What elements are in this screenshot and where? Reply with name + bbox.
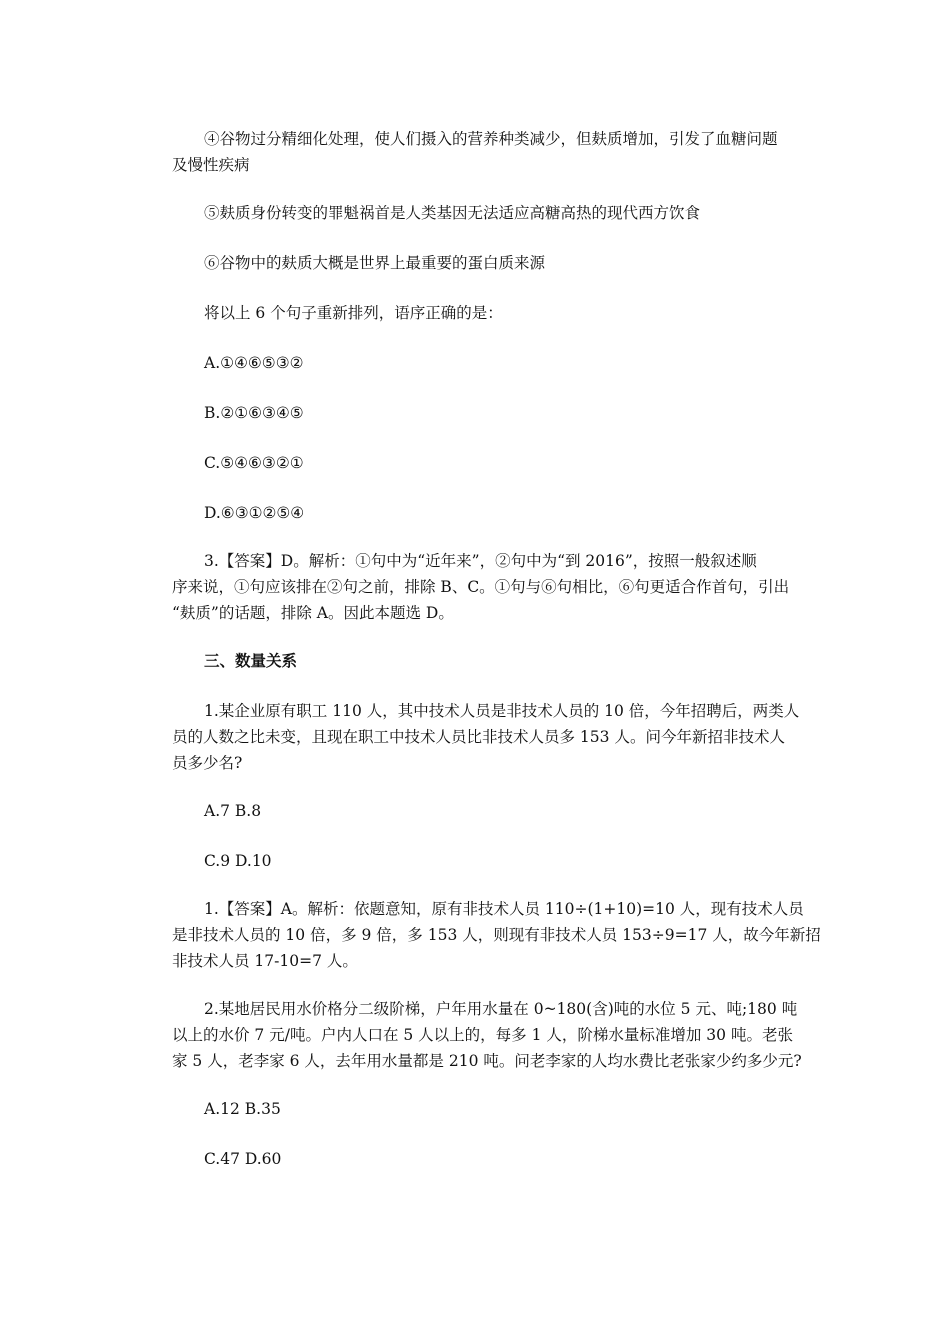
question-3-answer	[172, 548, 804, 626]
sentence-5-text: ⑤麸质身份转变的罪魁祸首是人类基因无法适应高糖高热的现代西方饮食	[204, 204, 701, 222]
quant-q1-options-cd	[172, 848, 804, 874]
quant-question-1	[172, 698, 804, 776]
sentence-4-line-2: 及慢性疾病	[172, 156, 250, 174]
quant-q1-options-ab	[172, 798, 804, 824]
quant-q1-options-cd-text: C.9 D.10	[204, 852, 272, 870]
quant-q2-line-2: 以上的水价 7 元/吨。户内人口在 5 人以上的，每多 1 人，阶梯水量标准增加 30 吨。老张	[172, 1026, 793, 1044]
quant-q2-options-cd-text: C.47 D.60	[204, 1150, 282, 1168]
quant-q2-line-3: 家 5 人，老李家 6 人，去年用水量都是 210 吨。问老李家的人均水费比老张家少约多少元?	[172, 1052, 802, 1070]
quant-a1-line-3: 非技术人员 17-10=7 人。	[172, 952, 358, 970]
quant-q2-line-1: 2.某地居民用水价格分二级阶梯，户年用水量在 0~180(含)吨的水位 5 元、吨;180 吨	[204, 1000, 798, 1018]
question-3-option-d	[172, 500, 804, 526]
answer-3-line-2: 序来说，①句应该排在②句之前，排除 B、C。①句与⑥句相比，⑥句更适合作首句，引出	[172, 578, 790, 596]
quant-q1-options-ab-text: A.7 B.8	[204, 802, 262, 820]
question-3-option-b	[172, 400, 804, 426]
question-3-prompt	[172, 300, 804, 326]
quant-q1-answer	[172, 896, 821, 974]
sentence-4	[172, 126, 804, 178]
answer-3-line-3: “麸质”的话题，排除 A。因此本题选 D。	[172, 604, 454, 622]
quant-a1-line-2: 是非技术人员的 10 倍，多 9 倍，多 153 人，则现有非技术人员 153÷9=17 人，故今年新招	[172, 926, 821, 944]
quant-q1-line-1: 1.某企业原有职工 110 人，其中技术人员是非技术人员的 10 倍，今年招聘后，两类人	[204, 702, 800, 720]
quant-question-2	[172, 996, 804, 1074]
option-a-text: A.①④⑥⑤③②	[204, 354, 304, 372]
quant-q1-line-2: 员的人数之比未变，且现在职工中技术人员比非技术人员多 153 人。问今年新招非技术人	[172, 728, 785, 746]
quant-q2-options-ab	[172, 1096, 804, 1122]
question-3-option-a	[172, 350, 804, 376]
sentence-4-line-1: ④谷物过分精细化处理，使人们摄入的营养种类减少，但麸质增加，引发了血糖问题	[204, 130, 778, 148]
section-heading	[172, 648, 804, 674]
quant-a1-line-1: 1.【答案】A。解析：依题意知，原有非技术人员 110÷(1+10)=10 人，现有技术人员	[204, 900, 804, 918]
sentence-5	[172, 200, 804, 226]
sentence-6-text: ⑥谷物中的麸质大概是世界上最重要的蛋白质来源	[204, 254, 546, 272]
option-c-text: C.⑤④⑥③②①	[204, 454, 304, 472]
answer-3-line-1: 3.【答案】D。解析：①句中为“近年来”，②句中为“到 2016”，按照一般叙述顺	[204, 552, 757, 570]
question-3-prompt-text: 将以上 6 个句子重新排列，语序正确的是：	[204, 304, 503, 322]
section-heading-text: 三、数量关系	[204, 651, 298, 670]
quant-q1-line-3: 员多少名?	[172, 754, 243, 772]
quant-q2-options-ab-text: A.12 B.35	[204, 1100, 281, 1118]
option-d-text: D.⑥③①②⑤④	[204, 504, 305, 522]
question-3-option-c	[172, 450, 804, 476]
sentence-6	[172, 250, 804, 276]
quant-q2-options-cd	[172, 1146, 804, 1172]
option-b-text: B.②①⑥③④⑤	[204, 404, 304, 422]
